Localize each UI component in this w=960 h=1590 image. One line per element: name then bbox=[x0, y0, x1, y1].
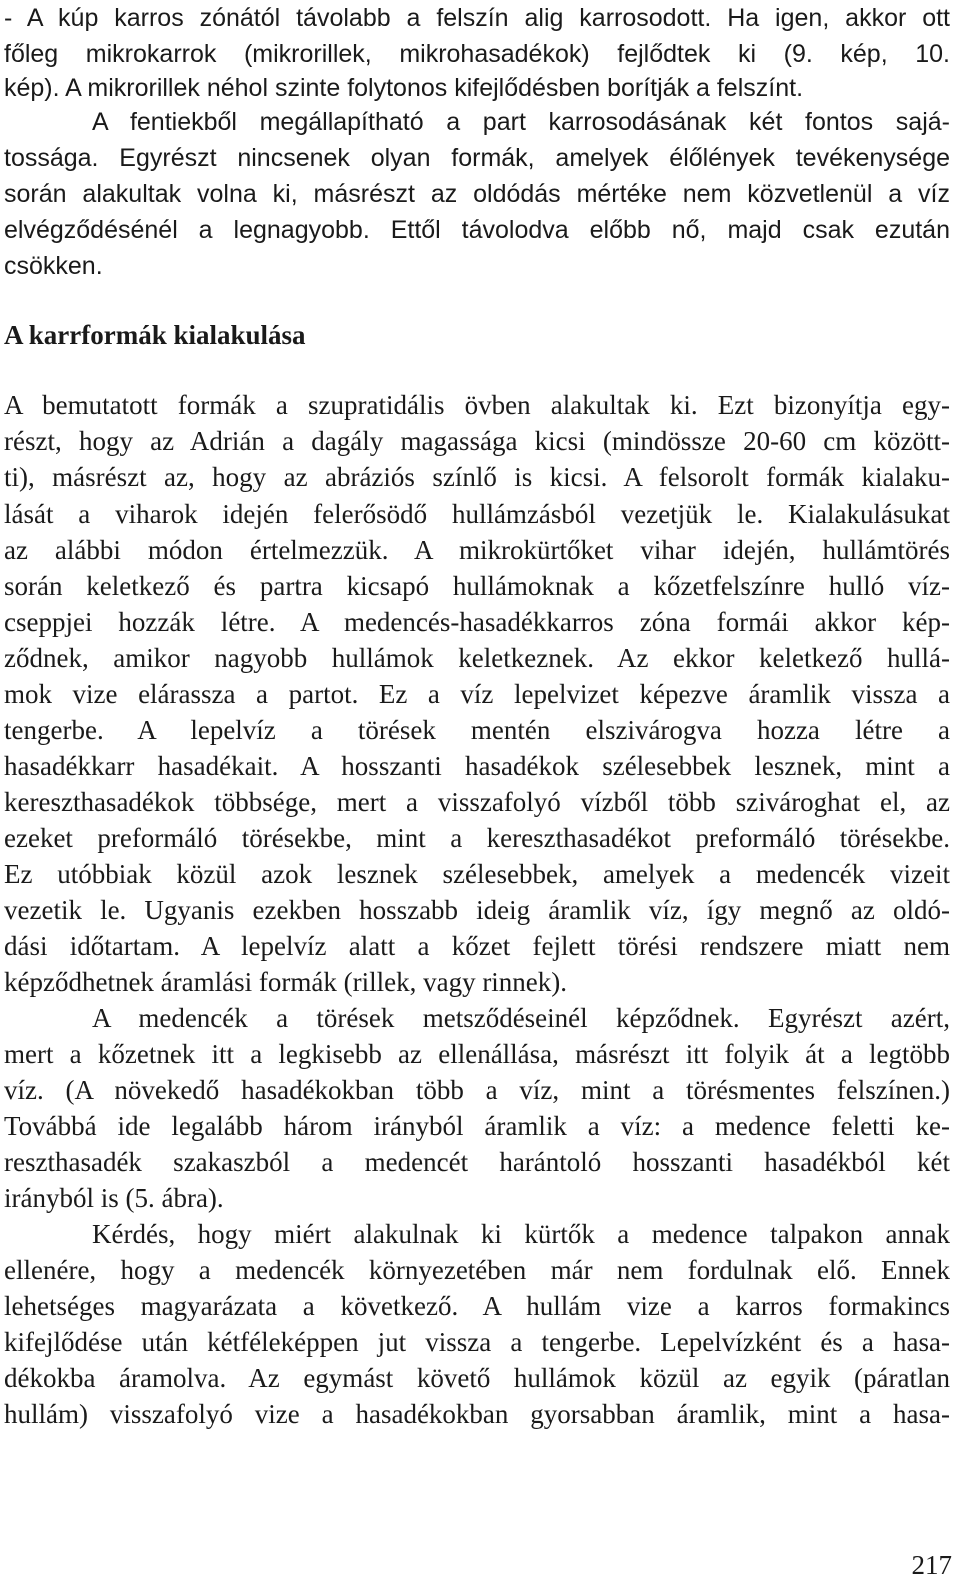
text-line: A medencék a törések metsződéseinél képződnek. Egyrészt azért, bbox=[92, 1003, 950, 1033]
text-line: képződhetnek áramlási formák (rillek, vagy rinnek). bbox=[4, 967, 568, 997]
text-line: ződnek, amikor nagyobb hullámok keletkeznek. Az ekkor keletkező hullá- bbox=[4, 643, 950, 673]
text-line: kereszthasadékok többsége, mert a visszafolyó vízből több szivároghat el, az bbox=[4, 787, 950, 817]
page-number: 217 bbox=[911, 1550, 952, 1580]
text-line: hullám) visszafolyó vize a hasadékokban gyorsabban áramlik, mint a hasa- bbox=[4, 1399, 950, 1429]
text-line: során keletkező és partra kicsapó hullámoknak a kőzetfelszínre hulló víz- bbox=[4, 571, 950, 601]
text-line: víz. (A növekedő hasadékokban több a víz, mint a törésmentes felszínen.) bbox=[4, 1075, 950, 1105]
text-line: tossága. Egyrészt nincsenek olyan formák, amelyek élőlények tevékenysége bbox=[4, 144, 950, 172]
text-line: cseppjei hozzák létre. A medencés-hasadékkarros zóna formái akkor kép- bbox=[4, 607, 950, 637]
text-line: elvégződésénél a legnagyobb. Ettől távolodva előbb nő, majd csak ezután bbox=[4, 216, 950, 244]
text-line: során alakultak volna ki, másrészt az oldódás mértéke nem közvetlenül a víz bbox=[4, 180, 950, 208]
text-line: lását a viharok idején felerősödő hullámzásból vezetjük le. Kialakulásukat bbox=[4, 499, 950, 529]
text-line: vezetik le. Ugyanis ezekben hosszabb ideig áramlik víz, így megnő az oldó- bbox=[4, 895, 950, 925]
text-line: mok vize elárassza a partot. Ez a víz lepelvizet képezve áramlik vissza a bbox=[4, 679, 950, 709]
text-line: reszthasadék szakaszból a medencét harántoló hosszanti hasadékból két bbox=[4, 1147, 950, 1177]
text-line: tengerbe. A lepelvíz a törések mentén elszivárogva hozza létre a bbox=[4, 715, 950, 745]
text-line: A fentiekből megállapítható a part karrosodásának két fontos sajá- bbox=[92, 108, 950, 136]
text-line: főleg mikrokarrok (mikrorillek, mikrohasadékok) fejlődtek ki (9. kép, 10. bbox=[4, 40, 950, 68]
text-line: csökken. bbox=[4, 252, 103, 280]
text-line: - A kúp karros zónától távolabb a felszín alig karrosodott. Ha igen, akkor ott bbox=[4, 4, 950, 32]
text-line: Kérdés, hogy miért alakulnak ki kürtők a medence talpakon annak bbox=[92, 1219, 950, 1249]
text-line: irányból is (5. ábra). bbox=[4, 1183, 224, 1213]
text-line: kép). A mikrorillek néhol szinte folytonos kifejlődésben borítják a felszínt. bbox=[4, 74, 804, 102]
text-line: ellenére, hogy a medencék környezetében már nem fordulnak elő. Ennek bbox=[4, 1255, 950, 1285]
section-heading: A karrformák kialakulása bbox=[4, 320, 306, 350]
text-line: Továbbá ide legalább három irányból áramlik a víz: a medence feletti ke- bbox=[4, 1111, 950, 1141]
text-line: hasadékkarr hasadékait. A hosszanti hasadékok szélesebbek lesznek, mint a bbox=[4, 751, 950, 781]
text-line: részt, hogy az Adrián a dagály magassága kicsi (mindössze 20-60 cm között- bbox=[4, 426, 950, 456]
text-line: ezeket preformáló törésekbe, mint a kereszthasadékot preformáló törésekbe. bbox=[4, 823, 950, 853]
text-line: kifejlődése után kétféleképpen jut vissza a tengerbe. Lepelvízként és a hasa- bbox=[4, 1327, 950, 1357]
text-line: dási időtartam. A lepelvíz alatt a kőzet fejlett törési rendszere miatt nem bbox=[4, 931, 950, 961]
text-line: lehetséges magyarázata a következő. A hullám vize a karros formakincs bbox=[4, 1291, 950, 1321]
text-line: mert a kőzetnek itt a legkisebb az ellenállása, másrészt itt folyik át a legtöbb bbox=[4, 1039, 950, 1069]
text-line: A bemutatott formák a szupratidális övben alakultak ki. Ezt bizonyítja egy- bbox=[4, 390, 950, 420]
text-line: az alábbi módon értelmezzük. A mikrokürtőket vihar idején, hullámtörés bbox=[4, 535, 950, 565]
text-line: dékokba áramolva. Az egymást követő hullámok közül az egyik (páratlan bbox=[4, 1363, 950, 1393]
text-line: Ez utóbbiak közül azok lesznek szélesebbek, amelyek a medencék vizeit bbox=[4, 859, 950, 889]
text-line: ti), másrészt az, hogy az abráziós színlő is kicsi. A felsorolt formák kialaku- bbox=[4, 462, 950, 492]
